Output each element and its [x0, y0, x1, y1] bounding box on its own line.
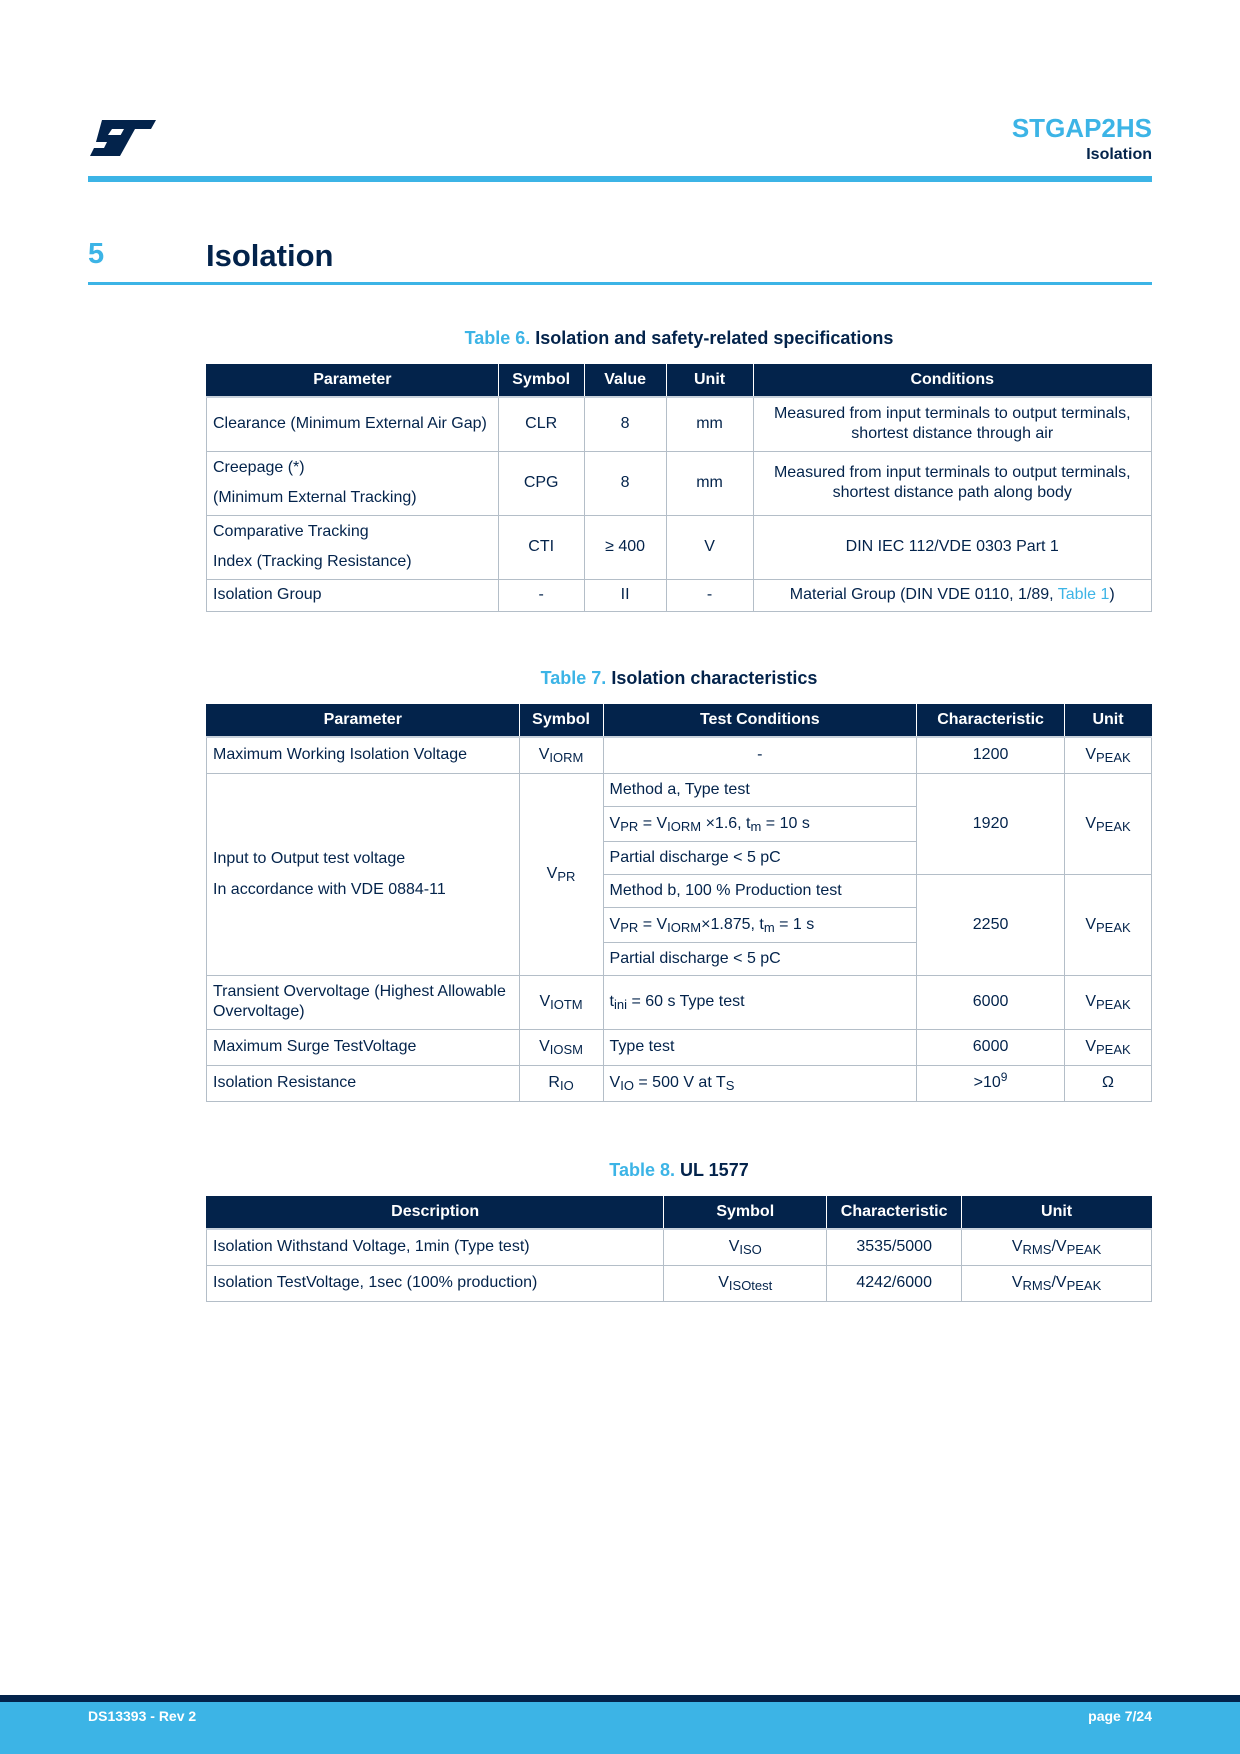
parameter-cell: Isolation Group — [207, 579, 499, 611]
unit-cell: Ω — [1065, 1065, 1152, 1101]
characteristic-cell: 2250 — [917, 874, 1065, 975]
table-header-row — [207, 704, 1152, 737]
symbol-cell: $V_{ISO}$ — [664, 1229, 827, 1265]
symbol-cell: - — [498, 579, 584, 611]
test-conditions-cell: Method b, 100 % Production test — [603, 874, 917, 907]
column-header: Symbol — [664, 1196, 827, 1229]
table7-caption — [206, 668, 1152, 689]
value-cell: 8 — [584, 451, 666, 515]
conditions-cell: Measured from input terminals to output terminals, shortest distance through air — [753, 397, 1152, 451]
test-conditions-cell: Partial discharge < 5 pC — [603, 841, 917, 874]
test-conditions-cell: $V_{PR} = V_{IORM}\times 1.875$, $t_m = 1$ s — [603, 907, 917, 942]
table1-link[interactable]: Table 1 — [1057, 586, 1110, 603]
characteristic-cell: 1920 — [917, 773, 1065, 874]
symbol-cell: $R_{IO}$ — [519, 1065, 603, 1101]
parameter-cell: Isolation Resistance — [207, 1065, 520, 1101]
parameter-cell: Creepage (*) (Minimum External Tracking) — [207, 451, 499, 515]
section-number: 5 — [88, 238, 105, 270]
symbol-cell: $V_{IOTM}$ — [519, 975, 603, 1029]
table-row — [207, 515, 1152, 579]
column-header: Unit — [666, 364, 753, 397]
characteristic-cell: $>10^9$ — [917, 1065, 1065, 1101]
table-row — [207, 737, 1152, 773]
table6 — [206, 364, 1152, 612]
header-section-name: Isolation — [1086, 146, 1152, 163]
column-header: Characteristic — [917, 704, 1065, 737]
table-row — [207, 773, 1152, 806]
unit-cell: $V_{PEAK}$ — [1065, 1029, 1152, 1065]
parameter-cell: Maximum Working Isolation Voltage — [207, 737, 520, 773]
column-header: Description — [207, 1196, 664, 1229]
unit-cell: $V_{PEAK}$ — [1065, 975, 1152, 1029]
section-title: Isolation — [206, 238, 334, 273]
description-cell: Isolation Withstand Voltage, 1min (Type test) — [207, 1229, 664, 1265]
table-row — [207, 975, 1152, 1029]
column-header: Value — [584, 364, 666, 397]
symbol-cell: $V_{PR}$ — [519, 773, 603, 975]
characteristic-cell: 4242/6000 — [827, 1265, 962, 1301]
column-header: Parameter — [207, 364, 499, 397]
table-row — [207, 1229, 1152, 1265]
symbol-cell: CLR — [498, 397, 584, 451]
symbol-cell: $V_{ISOtest}$ — [664, 1265, 827, 1301]
unit-cell: $V_{PEAK}$ — [1065, 737, 1152, 773]
test-conditions-cell: $t_{ini} = 60$ s Type test — [603, 975, 917, 1029]
unit-cell: mm — [666, 451, 753, 515]
unit-cell: $V_{PEAK}$ — [1065, 773, 1152, 874]
column-header: Symbol — [519, 704, 603, 737]
parameter-cell: Clearance (Minimum External Air Gap) — [207, 397, 499, 451]
table8-caption — [206, 1160, 1152, 1181]
table6-caption-title: Isolation and safety-related specifications — [535, 328, 894, 348]
table-header-row — [207, 1196, 1152, 1229]
table8 — [206, 1196, 1152, 1302]
unit-cell: $V_{PEAK}$ — [1065, 874, 1152, 975]
characteristic-cell: 6000 — [917, 975, 1065, 1029]
footer-rule — [0, 1695, 1240, 1702]
column-header: Test Conditions — [603, 704, 917, 737]
description-cell: Isolation TestVoltage, 1sec (100% production) — [207, 1265, 664, 1301]
table-header-row — [207, 364, 1152, 397]
parameter-cell: Maximum Surge TestVoltage — [207, 1029, 520, 1065]
page-header — [1012, 112, 1152, 164]
column-header: Unit — [1065, 704, 1152, 737]
table-row — [207, 451, 1152, 515]
table8-caption-number: Table 8. — [609, 1160, 675, 1180]
test-conditions-cell: $V_{IO} = 500$ V at $T_S$ — [603, 1065, 917, 1101]
column-header: Unit — [962, 1196, 1152, 1229]
value-cell: II — [584, 579, 666, 611]
parameter-cell: Input to Output test voltage In accordance with VDE 0884-11 — [207, 773, 520, 975]
test-conditions-cell: Type test — [603, 1029, 917, 1065]
symbol-cell: $V_{IORM}$ — [519, 737, 603, 773]
unit-cell: - — [666, 579, 753, 611]
unit-cell: $V_{RMS}/V_{PEAK}$ — [962, 1265, 1152, 1301]
table7-caption-number: Table 7. — [540, 668, 607, 688]
column-header: Conditions — [753, 364, 1152, 397]
table8-caption-title: UL 1577 — [680, 1160, 749, 1180]
unit-cell: V — [666, 515, 753, 579]
document-id: DS13393 - Rev 2 — [88, 1708, 197, 1724]
table6-caption-number: Table 6. — [464, 328, 531, 348]
conditions-cell: Measured from input terminals to output terminals, shortest distance path along body — [753, 451, 1152, 515]
symbol-cell: CPG — [498, 451, 584, 515]
column-header: Characteristic — [827, 1196, 962, 1229]
characteristic-cell: 6000 — [917, 1029, 1065, 1065]
table-row — [207, 579, 1152, 611]
unit-cell: $V_{RMS}/V_{PEAK}$ — [962, 1229, 1152, 1265]
column-header: Parameter — [207, 704, 520, 737]
symbol-cell: CTI — [498, 515, 584, 579]
conditions-cell: Material Group (DIN VDE 0110, 1/89, Table 1) — [753, 579, 1152, 611]
document-title: STGAP2HS — [1011, 113, 1152, 143]
table-row — [207, 1265, 1152, 1301]
test-conditions-cell: Method a, Type test — [603, 773, 917, 806]
value-cell: 8 — [584, 397, 666, 451]
parameter-cell: Comparative Tracking Index (Tracking Resistance) — [207, 515, 499, 579]
test-conditions-cell: Partial discharge < 5 pC — [603, 942, 917, 975]
value-cell: ≥ 400 — [584, 515, 666, 579]
conditions-cell: DIN IEC 112/VDE 0303 Part 1 — [753, 515, 1152, 579]
page-number: page 7/24 — [1088, 1708, 1152, 1724]
table7 — [206, 704, 1152, 1102]
characteristic-cell: 1200 — [917, 737, 1065, 773]
table-row — [207, 1065, 1152, 1101]
column-header: Symbol — [498, 364, 584, 397]
table6-caption — [206, 328, 1152, 349]
st-logo — [88, 118, 158, 158]
header-rule — [88, 176, 1152, 182]
test-conditions-cell: - — [603, 737, 917, 773]
table-row — [207, 1029, 1152, 1065]
section-rule — [88, 282, 1152, 285]
unit-cell: mm — [666, 397, 753, 451]
test-conditions-cell: $V_{PR} = V_{IORM} \times 1.6$, $t_m = 10$ s — [603, 806, 917, 841]
parameter-cell: Transient Overvoltage (Highest Allowable Overvoltage) — [207, 975, 520, 1029]
table-row — [207, 397, 1152, 451]
characteristic-cell: 3535/5000 — [827, 1229, 962, 1265]
table7-caption-title: Isolation characteristics — [611, 668, 818, 688]
symbol-cell: $V_{IOSM}$ — [519, 1029, 603, 1065]
